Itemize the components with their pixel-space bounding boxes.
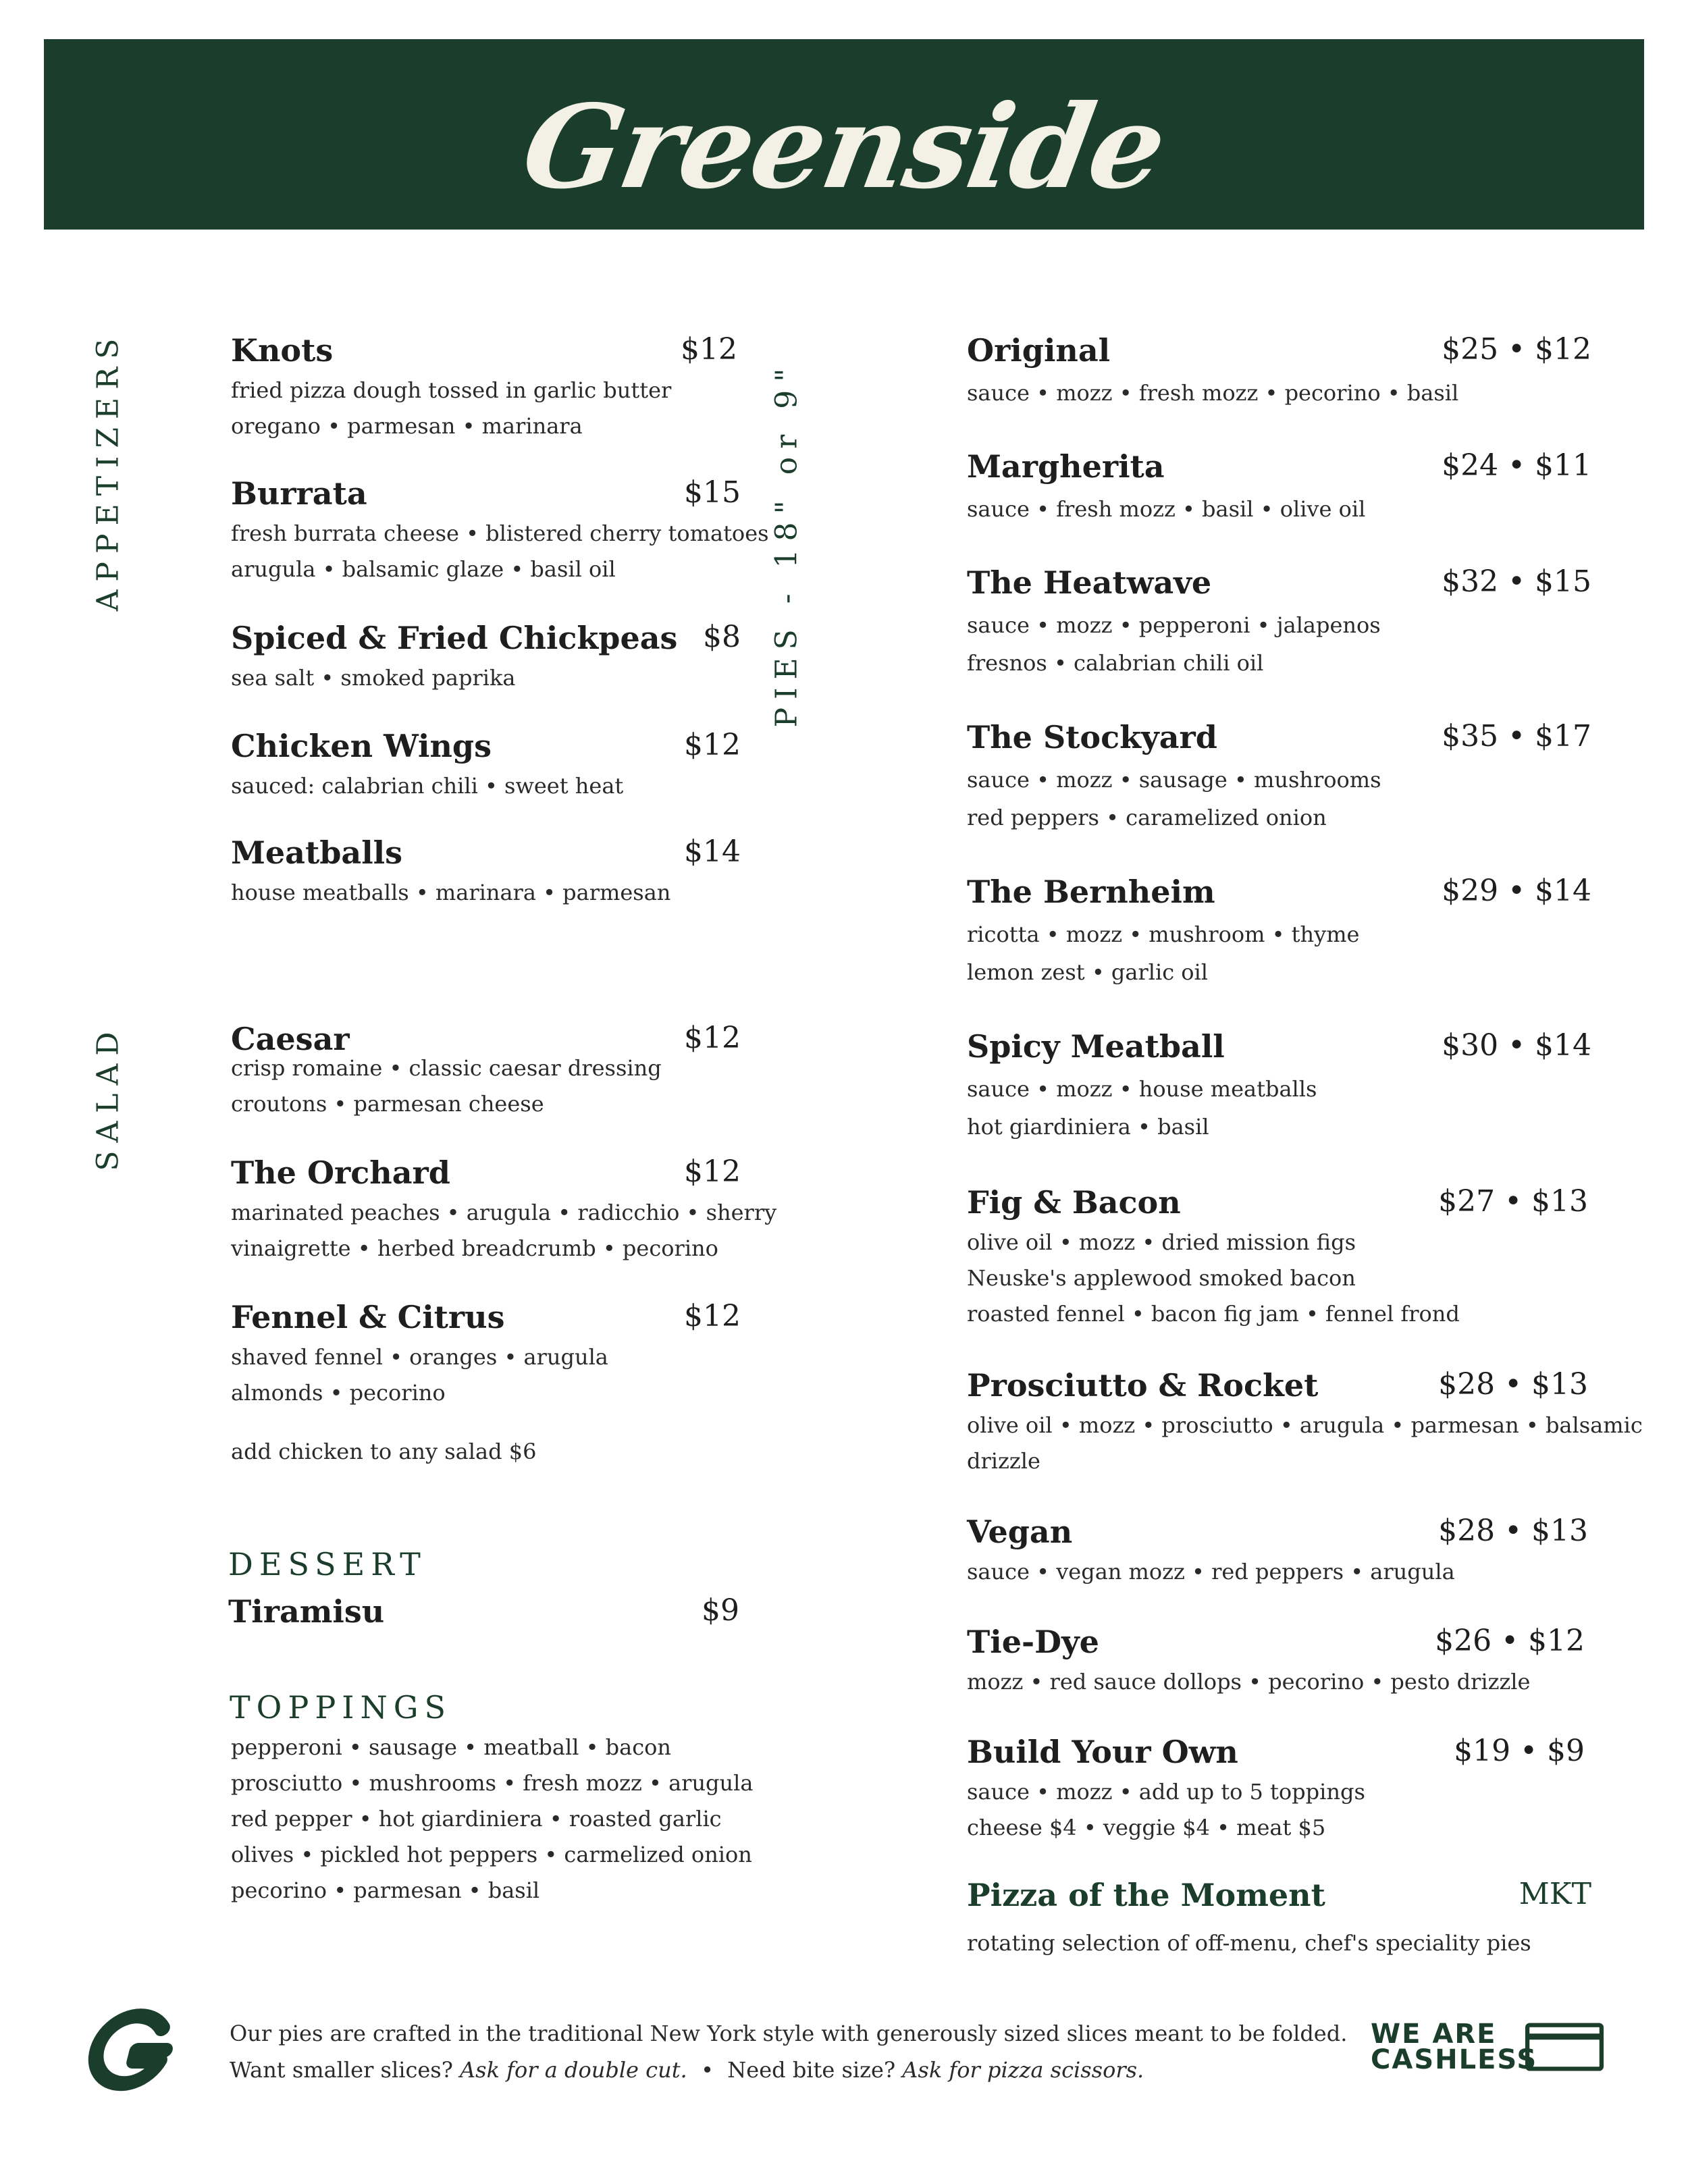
item-description: fresh burrata cheese • blistered cherry tomatoes xyxy=(231,521,769,546)
item-price: $12 xyxy=(684,728,741,762)
salad-section-label: SALAD xyxy=(90,1023,126,1171)
item-name: Spicy Meatball xyxy=(967,1028,1225,1065)
item-description: sauce • mozz • fresh mozz • pecorino • basil xyxy=(967,380,1459,406)
item-price: $12 xyxy=(684,1154,741,1189)
item-price: $12 xyxy=(681,332,737,367)
item-description: sauce • vegan mozz • red peppers • arugula xyxy=(967,1559,1455,1584)
item-name: Prosciutto & Rocket xyxy=(967,1367,1319,1404)
item-name: The Bernheim xyxy=(967,874,1215,910)
item-name: Original xyxy=(967,332,1111,369)
item-name: Fennel & Citrus xyxy=(231,1299,505,1335)
item-description: fried pizza dough tossed in garlic butter xyxy=(231,377,672,403)
toppings-line: olives • pickled hot peppers • carmelized onion xyxy=(231,1842,752,1867)
item-price: $12 xyxy=(684,1021,741,1055)
item-description: lemon zest • garlic oil xyxy=(967,959,1209,985)
item-name: Pizza of the Moment xyxy=(967,1877,1325,1913)
footer-italic-part: Ask for pizza scissors. xyxy=(902,2057,1144,2083)
item-description: oregano • parmesan • marinara xyxy=(231,413,583,439)
item-description: mozz • red sauce dollops • pecorino • pesto drizzle xyxy=(967,1669,1531,1695)
item-description: sauce • fresh mozz • basil • olive oil xyxy=(967,496,1366,522)
item-name: Chicken Wings xyxy=(231,728,492,764)
item-name: Tie-Dye xyxy=(967,1624,1099,1660)
item-description: rotating selection of off-menu, chef's speciality pies xyxy=(967,1930,1531,1956)
toppings-line: prosciutto • mushrooms • fresh mozz • arugula xyxy=(231,1770,754,1796)
item-description: crisp romaine • classic caesar dressing xyxy=(231,1055,662,1081)
brand-g-mark-icon xyxy=(88,2008,176,2096)
toppings-line: red pepper • hot giardiniera • roasted garlic xyxy=(231,1806,722,1832)
item-name: The Heatwave xyxy=(967,564,1212,601)
item-description: drizzle xyxy=(967,1448,1040,1474)
item-description: marinated peaches • arugula • radicchio • sherry xyxy=(231,1200,777,1225)
item-name: Margherita xyxy=(967,448,1165,485)
toppings-heading: TOPPINGS xyxy=(230,1689,452,1726)
item-name: Spiced & Fried Chickpeas xyxy=(231,620,678,656)
item-description: hot giardiniera • basil xyxy=(967,1114,1209,1140)
footer-text-part: • Need bite size? xyxy=(687,2057,903,2083)
item-description: sauce • mozz • pepperoni • jalapenos xyxy=(967,612,1381,638)
item-price: $28 • $13 xyxy=(1438,1367,1588,1402)
salad-addon-note: add chicken to any salad $6 xyxy=(231,1439,537,1464)
item-description: sea salt • smoked paprika xyxy=(231,665,516,691)
cashless-line-1: WE ARE xyxy=(1371,2019,1497,2050)
brand-logo: Greenside xyxy=(513,80,1175,215)
item-name: The Stockyard xyxy=(967,719,1217,755)
item-price: $9 xyxy=(702,1593,739,1628)
item-name: Fig & Bacon xyxy=(967,1184,1181,1221)
item-description: fresnos • calabrian chili oil xyxy=(967,650,1264,676)
item-name: Burrata xyxy=(231,475,367,512)
pies-section-label: PIES - 18" or 9" xyxy=(769,360,804,728)
item-name: Caesar xyxy=(231,1021,350,1057)
header-banner xyxy=(44,39,1644,230)
item-description: olive oil • mozz • prosciutto • arugula • parmesan • balsamic xyxy=(967,1412,1643,1438)
item-description: sauce • mozz • house meatballs xyxy=(967,1076,1317,1102)
item-description: red peppers • caramelized onion xyxy=(967,805,1327,830)
appetizers-section-label: APPETIZERS xyxy=(90,330,126,612)
item-name: Vegan xyxy=(967,1514,1073,1550)
footer-italic-part: Ask for a double cut. xyxy=(460,2057,687,2083)
toppings-line: pecorino • parmesan • basil xyxy=(231,1877,540,1903)
item-price: $29 • $14 xyxy=(1442,874,1591,908)
item-price: $28 • $13 xyxy=(1438,1514,1588,1548)
item-name: Meatballs xyxy=(231,834,403,871)
item-description: olive oil • mozz • dried mission figs xyxy=(967,1229,1356,1255)
credit-card-icon xyxy=(1525,2023,1604,2071)
item-price: $15 xyxy=(684,475,741,510)
item-price: $24 • $11 xyxy=(1442,448,1591,483)
item-description: croutons • parmesan cheese xyxy=(231,1091,544,1117)
item-price: $25 • $12 xyxy=(1442,332,1591,367)
cashless-badge xyxy=(1371,2019,1614,2079)
item-price: $14 xyxy=(684,834,741,869)
item-price: $12 xyxy=(684,1299,741,1333)
item-description: sauced: calabrian chili • sweet heat xyxy=(231,773,624,799)
footer-note xyxy=(230,2015,1347,2088)
item-description: ricotta • mozz • mushroom • thyme xyxy=(967,922,1360,947)
item-description: sauce • mozz • sausage • mushrooms xyxy=(967,767,1381,793)
item-name: Tiramisu xyxy=(228,1593,385,1630)
item-price: $30 • $14 xyxy=(1442,1028,1591,1063)
item-description: arugula • balsamic glaze • basil oil xyxy=(231,556,616,582)
dessert-heading: DESSERT xyxy=(228,1546,427,1582)
item-description: vinaigrette • herbed breadcrumb • pecorino xyxy=(231,1235,718,1261)
item-description: shaved fennel • oranges • arugula xyxy=(231,1344,608,1370)
item-price: $27 • $13 xyxy=(1438,1184,1588,1219)
item-price: $8 xyxy=(703,620,741,654)
footer-text-part: Want smaller slices? xyxy=(230,2057,460,2083)
item-description: sauce • mozz • add up to 5 toppings xyxy=(967,1779,1365,1805)
item-description: cheese $4 • veggie $4 • meat $5 xyxy=(967,1815,1326,1840)
item-price: $19 • $9 xyxy=(1454,1734,1585,1768)
item-price: MKT xyxy=(1519,1877,1591,1911)
cashless-line-2: CASHLESS xyxy=(1371,2044,1538,2075)
item-price: $26 • $12 xyxy=(1435,1624,1585,1658)
toppings-line: pepperoni • sausage • meatball • bacon xyxy=(231,1734,672,1760)
footer-line-2 xyxy=(230,2052,1347,2088)
item-description: almonds • pecorino xyxy=(231,1380,446,1406)
item-description: Neuske's applewood smoked bacon xyxy=(967,1265,1356,1291)
item-price: $35 • $17 xyxy=(1442,719,1591,753)
item-name: Build Your Own xyxy=(967,1734,1238,1770)
item-name: Knots xyxy=(231,332,334,369)
item-name: The Orchard xyxy=(231,1154,450,1191)
footer-line-1: Our pies are crafted in the traditional New York style with generously sized slices meant to be folded. xyxy=(230,2021,1348,2046)
item-description: roasted fennel • bacon fig jam • fennel frond xyxy=(967,1301,1460,1327)
item-price: $32 • $15 xyxy=(1442,564,1591,599)
item-description: house meatballs • marinara • parmesan xyxy=(231,880,671,905)
